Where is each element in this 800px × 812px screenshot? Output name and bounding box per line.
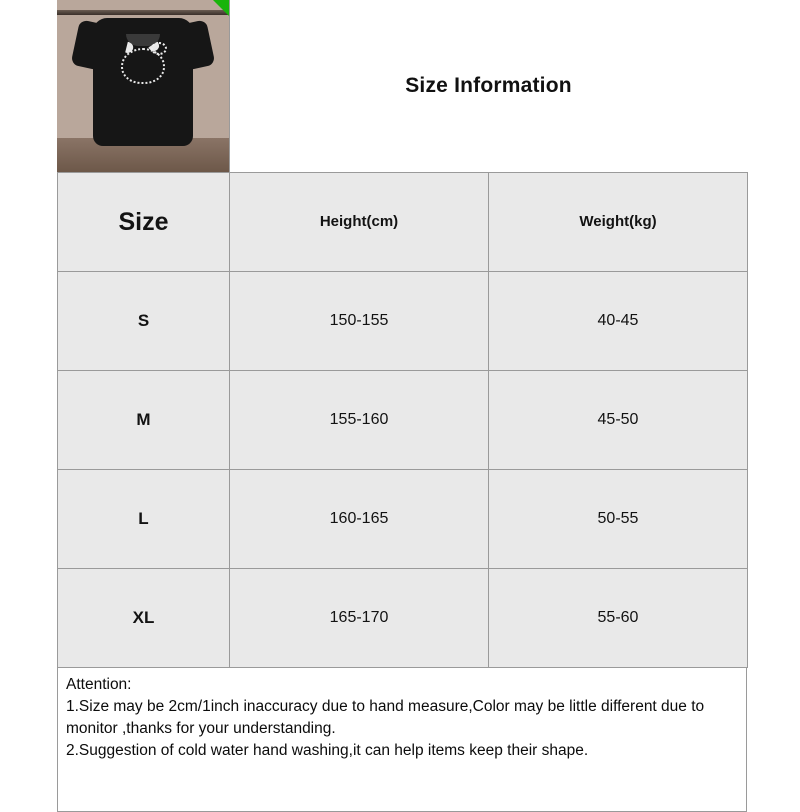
table-row — [58, 371, 748, 470]
cell-size: M — [58, 371, 230, 470]
cell-size: XL — [58, 569, 230, 668]
cell-weight: 45-50 — [489, 371, 748, 470]
size-table — [57, 172, 748, 668]
cell-height: 165-170 — [230, 569, 489, 668]
cell-size: S — [58, 272, 230, 371]
corner-badge-icon — [213, 0, 229, 16]
header-row — [57, 0, 747, 172]
bow-icon — [151, 42, 167, 55]
product-photo — [57, 0, 229, 172]
cell-weight: 50-55 — [489, 470, 748, 569]
cell-weight: 40-45 — [489, 272, 748, 371]
table-row — [58, 470, 748, 569]
title-cell — [229, 0, 747, 172]
table-row — [58, 569, 748, 668]
size-chart-sheet — [57, 0, 747, 790]
cell-height: 150-155 — [230, 272, 489, 371]
attention-line-2: 2.Suggestion of cold water hand washing,it can help items keep their shape. — [66, 742, 589, 759]
column-header-weight: Weight(kg) — [489, 173, 748, 272]
page-title: Size Information — [405, 74, 572, 97]
attention-heading: Attention: — [66, 676, 132, 693]
table-row — [58, 272, 748, 371]
attention-box — [57, 668, 747, 812]
cell-height: 160-165 — [230, 470, 489, 569]
table-header-row — [58, 173, 748, 272]
cell-size: L — [58, 470, 230, 569]
column-header-size: Size — [58, 173, 230, 272]
column-header-height: Height(cm) — [230, 173, 489, 272]
cell-weight: 55-60 — [489, 569, 748, 668]
attention-line-1: 1.Size may be 2cm/1inch inaccuracy due to hand measure,Color may be little different due to monitor ,thanks for your understanding. — [66, 698, 705, 737]
cell-height: 155-160 — [230, 371, 489, 470]
clothes-rail — [57, 10, 229, 15]
